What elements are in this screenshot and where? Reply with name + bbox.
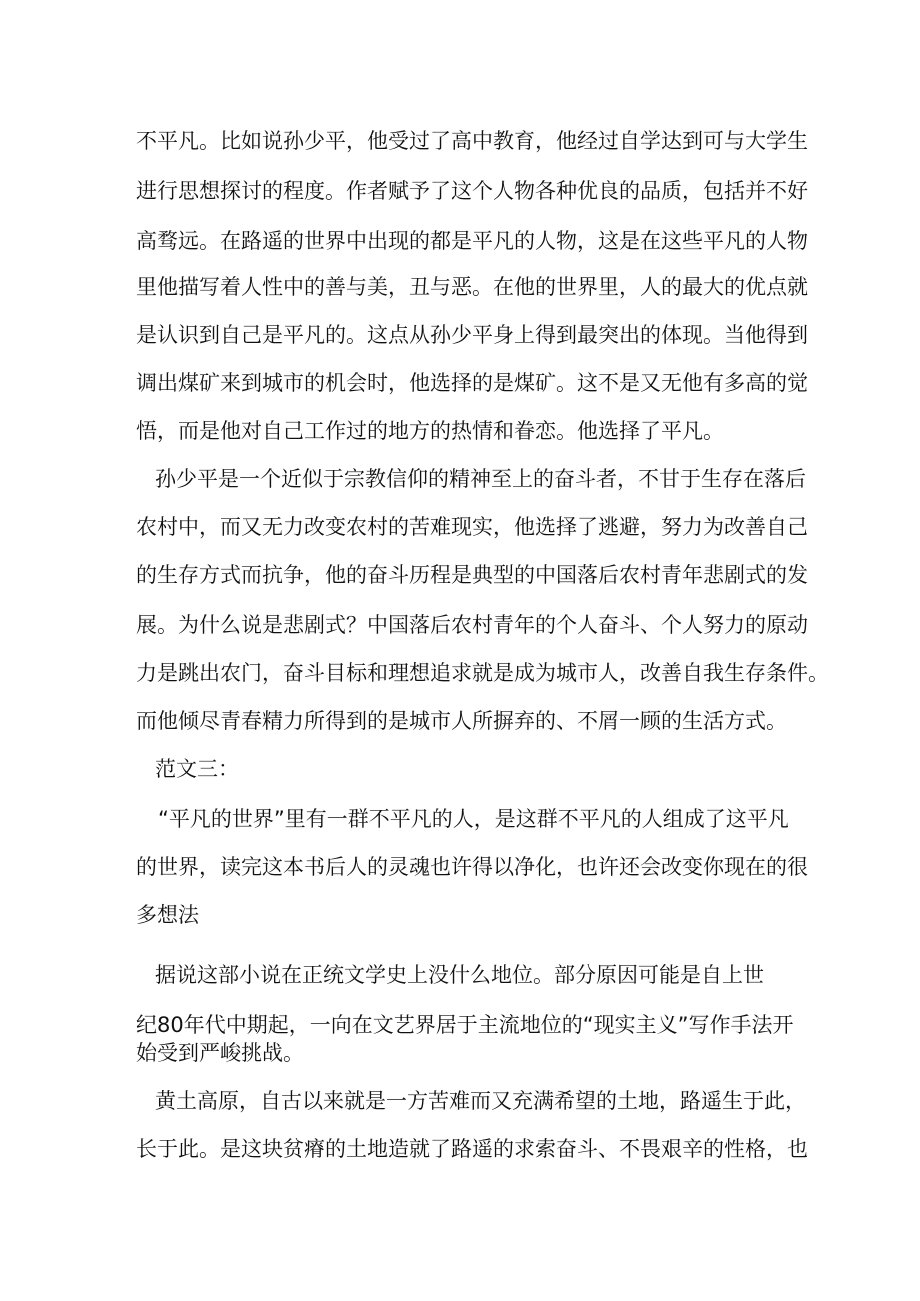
paragraph-4-line-2: 纪80年代中期起，一向在文艺界居于主流地位的“现实主义”写作手法开 (136, 1013, 794, 1037)
paragraph-2-line-6: 而他倾尽青春精力所得到的是城市人所摒弃的、不屑一顾的生活方式。 (136, 709, 787, 733)
paragraph-1-line-1: 不平凡。比如说孙少平，他受过了高中教育，他经过自学达到可与大学生 (136, 129, 808, 153)
paragraph-1-line-5: 是认识到自己是平凡的。这点从孙少平身上得到最突出的体现。当他得到 (136, 323, 808, 347)
paragraph-3-line-2: 的世界，读完这本书后人的灵魂也许得以净化，也许还会改变你现在的很 (136, 855, 808, 879)
paragraph-4-line-1: 据说这部小说在正统文学史上没什么地位。部分原因可能是自上世 (155, 963, 764, 987)
paragraph-3-line-3: 多想法 (136, 903, 199, 927)
paragraph-1-line-7: 悟，而是他对自己工作过的地方的热情和眷恋。他选择了平凡。 (136, 419, 724, 443)
paragraph-2-line-3: 的生存方式而抗争，他的奋斗历程是典型的中国落后农村青年悲剧式的发 (136, 563, 808, 587)
paragraph-2-line-4: 展。为什么说是悲剧式？中国落后农村青年的个人奋斗、个人努力的原动 (136, 613, 808, 637)
section-heading: 范文三： (155, 757, 239, 781)
paragraph-2-line-5: 力是跳出农门，奋斗目标和理想追求就是成为城市人，改善自我生存条件。 (136, 661, 829, 685)
paragraph-2-line-1: 孙少平是一个近似于宗教信仰的精神至上的奋斗者，不甘于生存在落后 (155, 467, 806, 491)
paragraph-1-line-3: 高骛远。在路遥的世界中出现的都是平凡的人物，这是在这些平凡的人物 (136, 229, 808, 253)
paragraph-5-line-1: 黄土高原，自古以来就是一方苦难而又充满希望的土地，路遥生于此， (155, 1089, 806, 1113)
paragraph-1-line-6: 调出煤矿来到城市的机会时，他选择的是煤矿。这不是又无他有多高的觉 (136, 371, 808, 395)
paragraph-1-line-4: 里他描写着人性中的善与美，丑与恶。在他的世界里，人的最大的优点就 (136, 275, 808, 299)
paragraph-4-line-3: 始受到严峻挑战。 (136, 1041, 304, 1065)
paragraph-5-line-2: 长于此。是这块贫瘠的土地造就了路遥的求索奋斗、不畏艰辛的性格，也 (136, 1137, 808, 1161)
paragraph-2-line-2: 农村中，而又无力改变农村的苦难现实，他选择了逃避，努力为改善自己 (136, 515, 808, 539)
paragraph-3-line-1: “平凡的世界”里有一群不平凡的人，是这群不平凡的人组成了这平凡 (158, 807, 789, 831)
paragraph-1-line-2: 进行思想探讨的程度。作者赋予了这个人物各种优良的品质，包括并不好 (136, 179, 808, 203)
